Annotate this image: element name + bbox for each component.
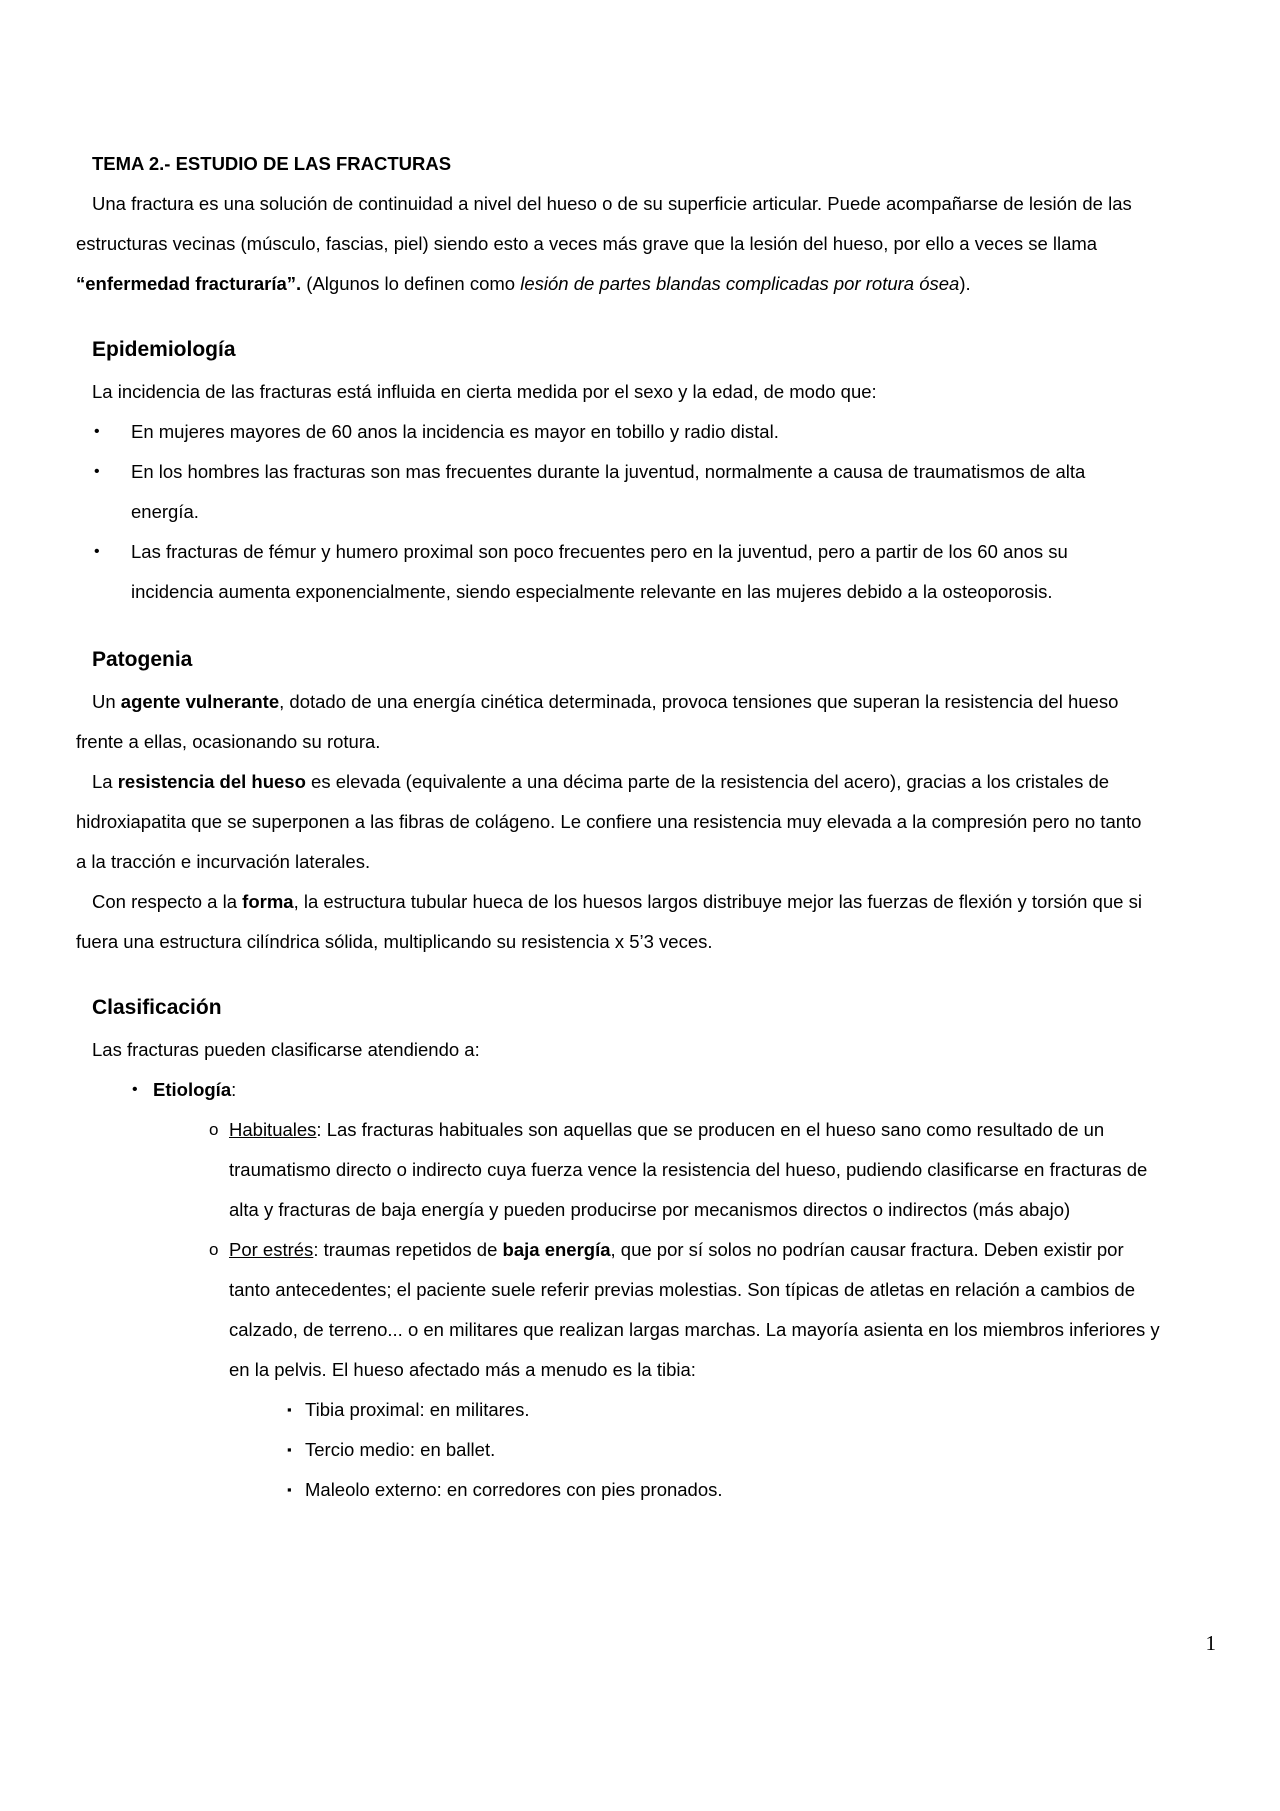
tibia-sub-item-1: Tibia proximal: en militares. xyxy=(305,1399,530,1420)
patogenia-p2-line-3: a la tracción e incurvación laterales. xyxy=(76,851,371,872)
text: La xyxy=(92,771,118,792)
intro-line-2: estructuras vecinas (músculo, fascias, piel) siendo esto a veces más grave que la lesión del hueso, por ello a veces se llama xyxy=(76,233,1098,254)
text: , la estructura tubular hueca de los huesos largos distribuye mejor las fuerzas de flexión y torsión que si xyxy=(293,891,1142,912)
text: : xyxy=(231,1079,237,1100)
text: : traumas repetidos de xyxy=(313,1239,503,1260)
bullet-icon: • xyxy=(94,543,100,560)
intro-text-end: ). xyxy=(959,273,971,294)
epidemiologia-bullet-3-line-1: Las fracturas de fémur y humero proximal son poco frecuentes pero en la juventud, pero a partir de los 60 anos su xyxy=(131,541,1068,562)
text: : Las fracturas habituales son aquellas que se producen en el hueso sano como resultado de un xyxy=(316,1119,1105,1140)
tibia-sub-item-3: Maleolo externo: en corredores con pies pronados. xyxy=(305,1479,723,1500)
epidemiologia-lead: La incidencia de las fracturas está influida en cierta medida por el sexo y la edad, de modo que: xyxy=(92,381,877,402)
habituales-line-3: alta y fracturas de baja energía y pueden producirse por mecanismos directos o indirectos (más abajo) xyxy=(229,1199,1071,1220)
underlined-term: Habituales xyxy=(229,1119,317,1140)
text: Un xyxy=(92,691,121,712)
bullet-icon: • xyxy=(132,1081,138,1098)
epidemiologia-bullet-2-line-1: En los hombres las fracturas son mas frecuentes durante la juventud, normalmente a causa de traumatismos de alta xyxy=(131,461,1086,482)
patogenia-p3-line-2: fuera una estructura cilíndrica sólida, multiplicando su resistencia x 5’3 veces. xyxy=(76,931,713,952)
bullet-icon: • xyxy=(94,463,100,480)
estres-line-4: en la pelvis. El hueso afectado más a menudo es la tibia: xyxy=(229,1359,696,1380)
clasificacion-lead: Las fracturas pueden clasificarse atendiendo a: xyxy=(92,1039,480,1060)
heading-clasificacion: Clasificación xyxy=(92,996,222,1019)
text: , que por sí solos no podrían causar fractura. Deben existir por xyxy=(610,1239,1124,1260)
bold-term: baja energía xyxy=(502,1239,611,1260)
epidemiologia-bullet-1: En mujeres mayores de 60 anos la incidencia es mayor en tobillo y radio distal. xyxy=(131,421,779,442)
underlined-term: Por estrés xyxy=(229,1239,314,1260)
circle-bullet-icon: o xyxy=(209,1240,219,1259)
intro-line-3 xyxy=(76,272,971,296)
circle-bullet-icon: o xyxy=(209,1120,219,1139)
estres-line-2: tanto antecedentes; el paciente suele referir previas molestias. Son típicas de atletas en relación a cambios de xyxy=(229,1279,1135,1300)
heading-epidemiologia: Epidemiología xyxy=(92,338,236,361)
square-bullet-icon: ▪ xyxy=(287,1402,292,1417)
epidemiologia-bullet-3-line-2: incidencia aumenta exponencialmente, siendo especialmente relevante en las mujeres debido a la osteoporosis. xyxy=(131,581,1053,602)
bold-term: agente vulnerante xyxy=(120,691,280,712)
page-number: 1 xyxy=(1205,1631,1216,1655)
patogenia-p1-line-2: frente a ellas, ocasionando su rotura. xyxy=(76,731,381,752)
bold-term: Etiología xyxy=(153,1079,232,1100)
estres-line-1 xyxy=(229,1238,1124,1262)
tibia-sub-item-2: Tercio medio: en ballet. xyxy=(305,1439,496,1460)
patogenia-p3-line-1 xyxy=(92,890,1142,914)
etiologia-item xyxy=(153,1078,236,1102)
patogenia-p2-line-1 xyxy=(92,770,1109,794)
intro-bold-term: “enfermedad fracturaría”. xyxy=(76,273,302,294)
bullet-icon: • xyxy=(94,423,100,440)
square-bullet-icon: ▪ xyxy=(287,1482,292,1497)
habituales-line-1 xyxy=(229,1118,1104,1142)
patogenia-p1-line-1 xyxy=(92,690,1118,714)
text: es elevada (equivalente a una décima parte de la resistencia del acero), gracias a los cristales de xyxy=(305,771,1110,792)
estres-line-3: calzado, de terreno... o en militares que realizan largas marchas. La mayoría asienta en los miembros inferiores y xyxy=(229,1319,1160,1340)
text: Con respecto a la xyxy=(92,891,243,912)
intro-text: (Algunos lo definen como xyxy=(301,273,521,294)
page-title: TEMA 2.- ESTUDIO DE LAS FRACTURAS xyxy=(92,153,452,174)
habituales-line-2: traumatismo directo o indirecto cuya fuerza vence la resistencia del hueso, pudiendo clasificarse en fracturas de xyxy=(229,1159,1148,1180)
text: , dotado de una energía cinética determinada, provoca tensiones que superan la resistencia del hueso xyxy=(279,691,1119,712)
patogenia-p2-line-2: hidroxiapatita que se superponen a las fibras de colágeno. Le confiere una resistencia muy elevada a la compresión pero no tanto xyxy=(76,811,1142,832)
intro-italic-definition: lesión de partes blandas complicadas por rotura ósea xyxy=(520,273,960,294)
bold-term: forma xyxy=(242,891,294,912)
bold-term: resistencia del hueso xyxy=(117,771,306,792)
epidemiologia-bullet-2-line-2: energía. xyxy=(131,501,199,522)
square-bullet-icon: ▪ xyxy=(287,1442,292,1457)
intro-line-1: Una fractura es una solución de continuidad a nivel del hueso o de su superficie articular. Puede acompañarse de lesión de las xyxy=(92,193,1132,214)
heading-patogenia: Patogenia xyxy=(92,648,193,671)
